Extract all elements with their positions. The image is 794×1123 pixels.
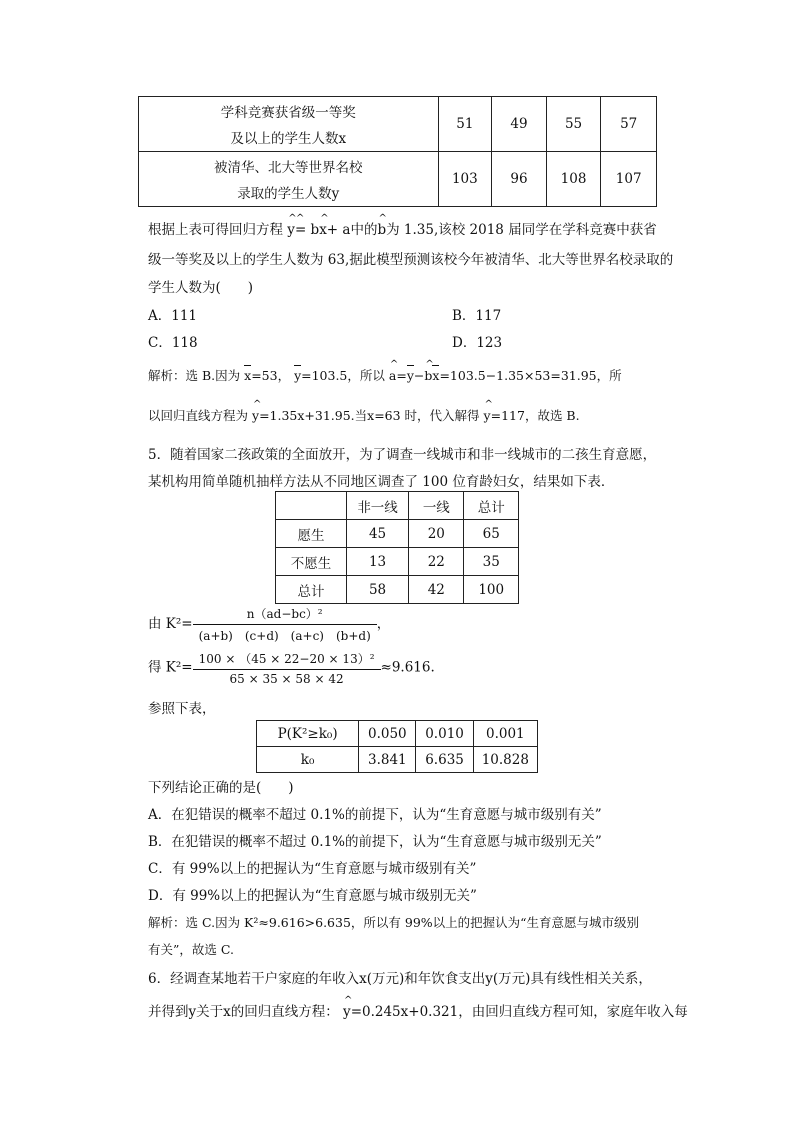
y-hat: ^ y — [484, 408, 491, 423]
table-cell: 55 — [546, 97, 601, 152]
top-data-table — [138, 96, 657, 207]
y-bar: y — [294, 368, 302, 383]
fraction — [193, 605, 377, 644]
q6-line1: 6．经调查某地若干户家庭的年收入x(万元)和年饮食支出y(万元)具有线性相关关系， — [148, 971, 652, 987]
table-cell: 22 — [409, 548, 464, 576]
text: 并得到y关于x的回归直线方程： — [148, 1004, 339, 1020]
option-a: A．在犯错误的概率不超过 0.1%的前提下，认为“生育意愿与城市级别有关” — [148, 807, 602, 823]
text: − — [413, 368, 425, 383]
denominator: (a+b) (c+d) (a+c) (b+d) — [198, 629, 371, 643]
text: =103.5，所以 — [301, 368, 385, 383]
k2-computation — [148, 650, 435, 686]
text: 中的 — [350, 222, 378, 238]
numerator: n（ad−bc）² — [193, 605, 377, 625]
text: 为 1.35,该校 2018 届同学在学科竞赛中获省 — [386, 222, 657, 238]
q5-solution-line1: 解析：选 C.因为 K²≈9.616>6.635，所以有 99%以上的把握认为“生育意愿与城市级别 — [148, 915, 640, 930]
y-bar: y — [406, 368, 414, 383]
q4-line2: 级一等奖及以上的学生人数为 63,据此模型预测该校今年被清华、北大等世界名校录取的 — [148, 252, 674, 268]
b-hat: ^ b — [377, 222, 386, 238]
eq-a-hat: ^ x+ a — [319, 222, 350, 238]
table-cell: 0.001 — [473, 721, 537, 747]
table-cell: P(K²≥k₀) — [257, 721, 359, 747]
table-cell: 100 — [464, 576, 519, 604]
label-line: 学科竞赛获省级一等奖 — [220, 105, 356, 121]
table-cell: 49 — [492, 97, 547, 152]
y-hat: ^ y — [343, 1004, 351, 1020]
reference-text: 参照下表， — [148, 701, 216, 717]
b-hat: ^ b — [424, 368, 432, 383]
table-row — [139, 152, 657, 207]
q5-stem-line2: 某机构用简单随机抽样方法从不同地区调查了 100 位育龄妇女，结果如下表． — [148, 474, 615, 490]
text: 得 K²= — [148, 659, 193, 676]
table-header: 总计 — [464, 492, 519, 520]
q4-solution-line1 — [148, 366, 622, 384]
label-line: 及以上的学生人数x — [230, 131, 347, 147]
row-label — [139, 97, 439, 152]
q5-question: 下列结论正确的是( ) — [148, 780, 294, 796]
y-hat: ^ y — [252, 408, 259, 423]
table-cell: 42 — [409, 576, 464, 604]
fertility-table — [275, 491, 519, 604]
text: 解析：选 B.因为 — [148, 368, 241, 383]
fraction — [193, 650, 381, 686]
x-bar: x — [244, 368, 252, 383]
text: = — [396, 368, 407, 383]
table-row — [139, 97, 657, 152]
eq-b-hat: ^ = b — [295, 222, 319, 238]
q4-line3: 学生人数为( ) — [148, 280, 254, 296]
table-cell: 57 — [601, 97, 657, 152]
table-cell: 0.050 — [359, 721, 416, 747]
a-hat: ^ a — [389, 368, 396, 383]
table-header — [276, 492, 347, 520]
table-row — [257, 721, 538, 747]
option-a: A．111 — [148, 308, 198, 324]
text: 以回归直线方程为 — [148, 408, 249, 423]
k2-formula — [148, 605, 390, 644]
option-c: C．118 — [148, 335, 198, 351]
text: =53， — [251, 368, 291, 383]
table-cell: 20 — [409, 520, 464, 548]
table-cell: 总计 — [276, 576, 347, 604]
q5-stem-line1: 5．随着国家二孩政策的全面放开，为了调查一线城市和非一线城市的二孩生育意愿， — [148, 447, 657, 463]
y-hat: ^ y — [287, 222, 295, 238]
label-line: 录取的学生人数y — [237, 186, 340, 202]
text: 根据上表可得回归方程 — [148, 222, 283, 238]
text: =103.5−1.35×53=31.95，所 — [439, 368, 622, 383]
text: ， — [376, 616, 391, 632]
table-cell: 6.635 — [416, 747, 473, 773]
table-row — [276, 548, 519, 576]
numerator: 100 × （45 × 22−20 × 13）² — [193, 650, 381, 670]
q6-line2 — [148, 1000, 688, 1020]
text: =0.245x+0.321，由回归直线方程可知，家庭年收入每 — [350, 1004, 688, 1020]
table-cell: 58 — [346, 576, 408, 604]
label-line: 被清华、北大等世界名校 — [214, 160, 363, 176]
table-cell: 65 — [464, 520, 519, 548]
x-bar: x — [432, 368, 440, 383]
table-cell: 不愿生 — [276, 548, 347, 576]
table-cell: 107 — [601, 152, 657, 207]
table-row — [257, 747, 538, 773]
table-cell: 10.828 — [473, 747, 537, 773]
table-cell: 3.841 — [359, 747, 416, 773]
option-b: B．在犯错误的概率不超过 0.1%的前提下，认为“生育意愿与城市级别无关” — [148, 834, 602, 850]
option-c: C．有 99%以上的把握认为“生育意愿与城市级别有关” — [148, 861, 477, 877]
table-header: 非一线 — [346, 492, 408, 520]
table-cell: 35 — [464, 548, 519, 576]
q4-line1 — [148, 218, 657, 238]
q5-solution-line2: 有关”，故选 C. — [148, 942, 234, 957]
table-cell: 96 — [492, 152, 547, 207]
table-row — [276, 492, 519, 520]
option-b: B．117 — [452, 308, 502, 324]
row-label — [139, 152, 439, 207]
table-row — [276, 520, 519, 548]
text: 由 K²= — [148, 616, 193, 632]
table-cell: 0.010 — [416, 721, 473, 747]
table-cell: 13 — [346, 548, 408, 576]
option-d: D．有 99%以上的把握认为“生育意愿与城市级别无关” — [148, 888, 477, 904]
option-d: D．123 — [452, 335, 503, 351]
table-cell: 45 — [346, 520, 408, 548]
table-cell: 愿生 — [276, 520, 347, 548]
text: =1.35x+31.95.当x=63 时，代入解得 — [259, 408, 480, 423]
table-cell: 103 — [438, 152, 492, 207]
table-cell: 51 — [438, 97, 492, 152]
table-row — [276, 576, 519, 604]
text: =117，故选 B. — [490, 408, 580, 423]
critical-value-table — [256, 720, 538, 773]
q4-solution-line2 — [148, 406, 580, 424]
text: ≈9.616. — [380, 659, 435, 676]
table-cell: 108 — [546, 152, 601, 207]
table-cell: k₀ — [257, 747, 359, 773]
denominator: 65 × 35 × 58 × 42 — [229, 672, 344, 686]
table-header: 一线 — [409, 492, 464, 520]
